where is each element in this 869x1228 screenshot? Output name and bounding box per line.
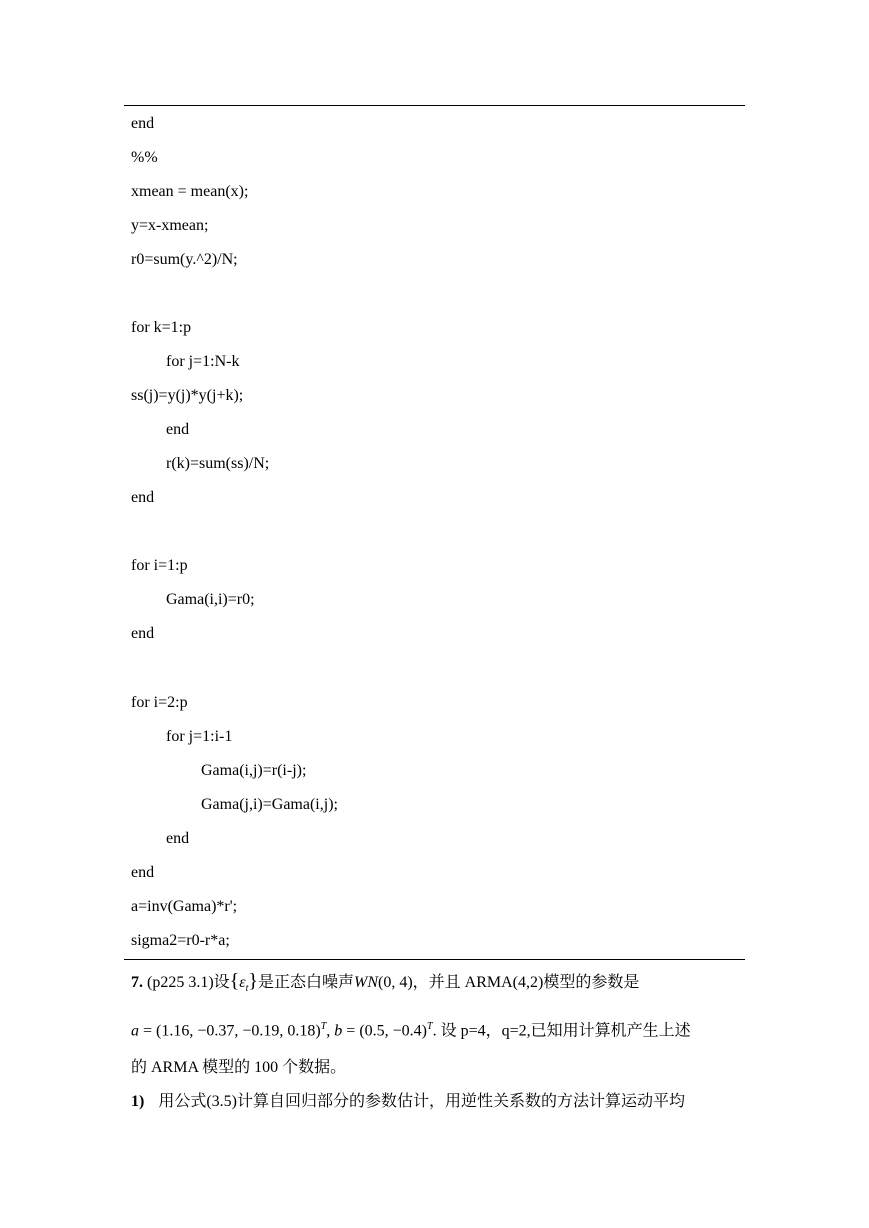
code-line: Gama(i,i)=r0; [166, 591, 255, 608]
problem-line-2-rest: . 设 p=4，q=2,已知用计算机产生上述 [432, 1022, 691, 1040]
brace-close: } [248, 970, 258, 992]
arma-text: ，并且 ARMA(4,2)模型的参数是 [412, 974, 640, 991]
code-bottom-rule [124, 959, 745, 960]
code-line: end [131, 864, 155, 881]
eq-b-value: = (0.5, −0.4) [342, 1022, 427, 1040]
code-line: %% [131, 149, 158, 166]
problem-number: 7. [131, 974, 143, 991]
code-line: y=x-xmean; [131, 217, 209, 234]
code-line: end [131, 115, 155, 132]
problem-line-1 [131, 970, 639, 1000]
code-line: for j=1:N-k [166, 353, 240, 370]
problem-line-3-text: 的 ARMA 模型的 100 个数据。 [131, 1059, 347, 1076]
epsilon-symbol: ε [239, 974, 246, 991]
code-line: for i=1:p [131, 557, 188, 574]
code-line: end [131, 489, 155, 506]
code-line: sigma2=r0-r*a; [131, 932, 230, 949]
code-line: end [131, 625, 155, 642]
wn-args: (0, 4) [378, 974, 413, 991]
code-line: Gama(j,i)=Gama(i,j); [201, 796, 338, 813]
code-line: a=inv(Gama)*r'; [131, 898, 238, 915]
code-line: end [166, 421, 190, 438]
epsilon-subscript: t [245, 983, 249, 995]
eq-a-value: = (1.16, −0.37, −0.19, 0.18) [139, 1022, 321, 1040]
code-line: for j=1:i-1 [166, 728, 233, 745]
white-noise-text: 是正态白噪声 [257, 974, 354, 991]
brace-open: { [229, 970, 240, 992]
item-number: 1) [131, 1093, 145, 1110]
code-line: xmean = mean(x); [131, 183, 249, 200]
code-line: end [166, 830, 190, 847]
code-line: for k=1:p [131, 319, 192, 336]
top-rule [124, 105, 745, 106]
problem-line-3 [131, 1057, 346, 1079]
code-line: r0=sum(y.^2)/N; [131, 251, 238, 268]
wn-symbol: WN [354, 974, 378, 991]
code-line: r(k)=sum(ss)/N; [166, 455, 270, 472]
eq-b-symbol: b [334, 1022, 343, 1040]
item-1 [131, 1091, 685, 1113]
eq-a-symbol: a [131, 1022, 139, 1040]
problem-ref: (p225 3.1)设 [143, 974, 230, 991]
code-line: for i=2:p [131, 694, 188, 711]
eq-comma: , [326, 1022, 335, 1040]
eq-a-transpose: T [320, 1021, 327, 1032]
code-line: ss(j)=y(j)*y(j+k); [131, 387, 244, 404]
eq-b-transpose: T [427, 1021, 433, 1032]
item-text: 用公式(3.5)计算自回归部分的参数估计，用逆性关系数的方法计算运动平均 [158, 1093, 685, 1110]
code-line: Gama(i,j)=r(i-j); [201, 762, 307, 779]
problem-line-2 [131, 1016, 691, 1042]
